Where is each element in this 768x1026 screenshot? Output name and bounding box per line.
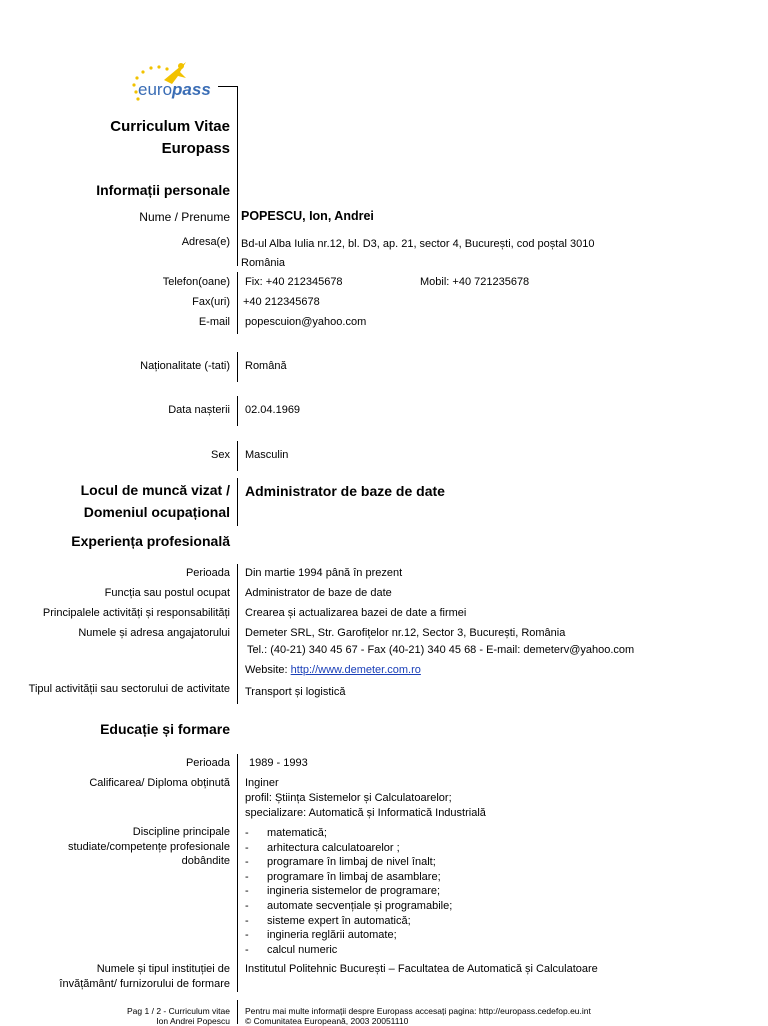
exp-period-label: Perioada [185, 567, 230, 579]
footer-europass-info [245, 1006, 591, 1026]
address-line2: România [241, 257, 286, 269]
edu-period-label: Perioada [185, 757, 230, 769]
list-item: - ingineria sistemelor de programare; [245, 885, 441, 898]
exp-employer-line2: Tel.: (40-21) 340 45 67 - Fax (40-21) 340 45 68 - E-mail: demeterv@yahoo.com [247, 644, 635, 656]
fax-label: Fax(uri) [192, 296, 230, 308]
desired-job-label-line2: Domeniul ocupațional [83, 504, 230, 520]
column-divider [237, 352, 238, 382]
europass-wordmark: europass [138, 80, 211, 99]
edu-qualification-line3: specializare: Automatică și Informatică Industrială [245, 807, 486, 819]
list-item: - matematică; [245, 827, 327, 839]
exp-period-value: Din martie 1994 până în prezent [245, 567, 403, 579]
edu-institution-label-line2: învățământ/ furnizorului de formare [59, 978, 230, 990]
nationality-label: Naționalitate (-tati) [140, 360, 230, 372]
cv-title-line1: Curriculum Vitae [110, 118, 230, 135]
footer-page-info [127, 1006, 230, 1026]
exp-website-link[interactable]: http://www.demeter.com.ro [290, 664, 421, 676]
fax-value: +40 212345678 [243, 296, 320, 308]
edu-qualification-line1: Inginer [245, 777, 279, 789]
section-experience-heading: Experiența profesională [71, 533, 230, 549]
exp-role-value: Administrator de baze de date [245, 587, 392, 599]
column-divider [237, 478, 238, 526]
phone-label: Telefon(oane) [162, 276, 230, 288]
phone-mobile: Mobil: +40 721235678 [420, 276, 530, 288]
sex-label: Sex [211, 449, 230, 461]
column-divider [237, 564, 238, 704]
desired-job-label-line1: Locul de muncă vizat / [80, 482, 230, 498]
email-label: E-mail [198, 316, 230, 328]
footer-person-name: Ion Andrei Popescu [156, 1016, 230, 1026]
edu-qualification-line2: profil: Știința Sistemelor și Calculatoarelor; [245, 792, 452, 804]
column-divider [237, 754, 238, 992]
logo-rule [218, 86, 238, 87]
list-item: - automate secvențiale și programabile; [245, 899, 453, 912]
edu-period-value: 1989 - 1993 [249, 757, 308, 769]
list-item: - calcul numeric [245, 943, 338, 956]
column-divider [237, 272, 238, 334]
edu-institution-label-line1: Numele și tipul instituției de [96, 963, 230, 975]
edu-institution-value: Institutul Politehnic București – Facultatea de Automatică și Calculatoare [245, 963, 598, 975]
address-line1: Bd-ul Alba Iulia nr.12, bl. D3, ap. 21, sector 4, București, cod poștal 3010 [241, 238, 595, 250]
exp-activities-label: Principalele activități și responsabilități [42, 607, 230, 619]
column-divider [237, 1000, 238, 1024]
column-divider [237, 441, 238, 471]
edu-qualification-label: Calificarea/ Diploma obținută [89, 777, 230, 789]
list-item: - programare în limbaj de asamblare; [245, 870, 441, 883]
column-divider [237, 396, 238, 426]
desired-job-value: Administrator de baze de date [245, 483, 445, 499]
nationality-value: Română [245, 360, 287, 372]
footer-page-number: Pag 1 / 2 - Curriculum vitae [127, 1006, 230, 1016]
exp-activities-value: Crearea și actualizarea bazei de date a firmei [245, 607, 467, 619]
birthdate-value: 02.04.1969 [245, 404, 301, 416]
exp-website: Website: http://www.demeter.com.ro [245, 664, 421, 676]
sex-value: Masculin [245, 449, 289, 461]
address-label: Adresa(e) [181, 236, 230, 248]
footer-copyright: © Comunitatea Europeană, 2003 20051110 [245, 1016, 409, 1026]
name-label: Nume / Prenume [139, 210, 230, 224]
footer-europass-url-note: Pentru mai multe informații despre Europass accesați pagina: http://europass.cedefop.eu.int [245, 1006, 591, 1016]
edu-disciplines-label-line3: dobândite [181, 855, 230, 867]
exp-sector-label: Tipul activității sau sectorului de activitate [28, 683, 230, 695]
cv-title-line2: Europass [161, 140, 230, 157]
exp-role-label: Funcția sau postul ocupat [104, 587, 230, 599]
edu-disciplines-label-line1: Discipline principale [132, 826, 230, 838]
section-education-heading: Educație și formare [100, 721, 230, 737]
exp-employer-label: Numele și adresa angajatorului [78, 627, 230, 639]
column-divider [237, 86, 238, 266]
exp-sector-value: Transport și logistică [245, 686, 346, 698]
list-item: - arhitectura calculatoarelor ; [245, 841, 400, 854]
list-item: - ingineria reglării automate; [245, 929, 397, 942]
edu-disciplines-label-line2: studiate/competențe profesionale [67, 841, 230, 853]
section-personal-heading: Informații personale [96, 182, 230, 198]
exp-employer-line1: Demeter SRL, Str. Garofițelor nr.12, Sector 3, București, România [245, 627, 566, 639]
birthdate-label: Data nașterii [168, 404, 230, 416]
email-value: popescuion@yahoo.com [245, 316, 367, 328]
phone-fix: Fix: +40 212345678 [245, 276, 343, 288]
edu-disciplines-list [245, 826, 452, 957]
list-item: - programare în limbaj de nivel înalt; [245, 856, 436, 869]
name-value: POPESCU, Ion, Andrei [241, 209, 374, 223]
list-item: - sisteme expert în automatică; [245, 914, 411, 927]
